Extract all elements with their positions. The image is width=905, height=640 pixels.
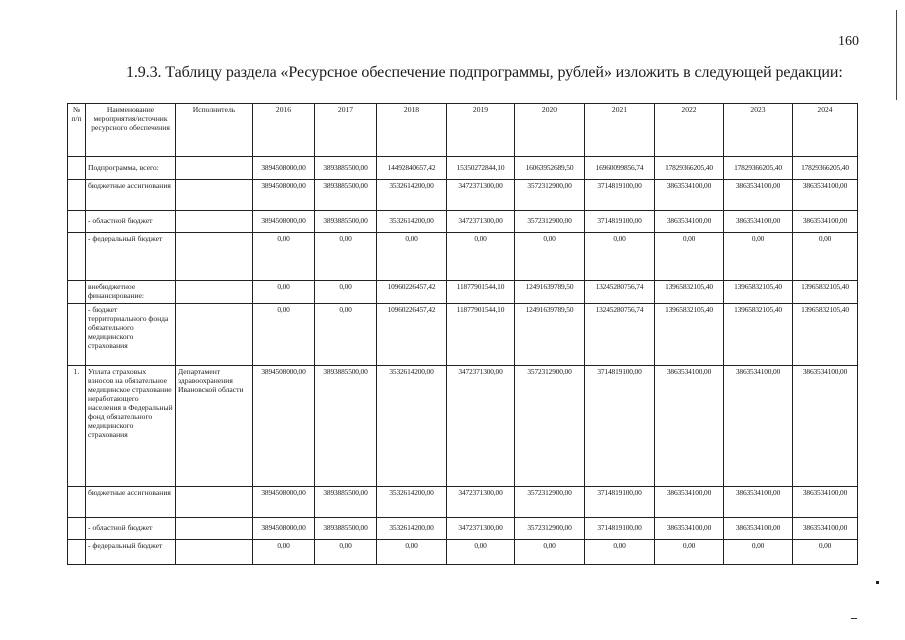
row-name: - федеральный бюджет [86, 233, 176, 281]
cell-value: 3893885500,00 [315, 517, 377, 539]
resource-table [67, 103, 858, 565]
header-year: 2019 [447, 104, 515, 157]
cell-value: 3472371300,00 [447, 211, 515, 233]
cell-value: 0,00 [655, 539, 724, 564]
cell-value: 3863534100,00 [793, 517, 858, 539]
cell-value: 3863534100,00 [655, 180, 724, 211]
cell-value: 3532614200,00 [377, 517, 447, 539]
cell-value: 3532614200,00 [377, 180, 447, 211]
table-header-row [68, 104, 858, 157]
cell-value: 3572312900,00 [515, 486, 585, 517]
cell-value: 3863534100,00 [655, 486, 724, 517]
cell-value: 3572312900,00 [515, 211, 585, 233]
cell-value: 17829366205,40 [724, 157, 793, 180]
table-row [68, 539, 858, 564]
row-name: бюджетные ассигнования [86, 180, 176, 211]
row-executor [176, 303, 253, 365]
cell-value: 13965832105,40 [655, 303, 724, 365]
header-year: 2018 [377, 104, 447, 157]
cell-value: 17829366205,40 [793, 157, 858, 180]
cell-value: 3863534100,00 [655, 517, 724, 539]
row-index [68, 233, 86, 281]
header-executor: Исполнитель [176, 104, 253, 157]
cell-value: 3714819100,00 [585, 486, 655, 517]
cell-value: 11877901544,10 [447, 281, 515, 304]
table-row [68, 486, 858, 517]
cell-value: 3894508000,00 [253, 180, 315, 211]
cell-value: 0,00 [585, 233, 655, 281]
cell-value: 3863534100,00 [655, 211, 724, 233]
row-executor [176, 180, 253, 211]
cell-value: 3532614200,00 [377, 365, 447, 486]
cell-value: 3863534100,00 [793, 486, 858, 517]
cell-value: 3894508000,00 [253, 365, 315, 486]
row-index [68, 281, 86, 304]
cell-value: 13965832105,40 [724, 281, 793, 304]
row-index [68, 539, 86, 564]
cell-value: 0,00 [447, 539, 515, 564]
row-executor [176, 211, 253, 233]
row-executor [176, 157, 253, 180]
table-row [68, 303, 858, 365]
cell-value: 10960226457,42 [377, 281, 447, 304]
row-name: - федеральный бюджет [86, 539, 176, 564]
cell-value: 0,00 [447, 233, 515, 281]
cell-value: 3863534100,00 [724, 180, 793, 211]
header-year: 2023 [724, 104, 793, 157]
cell-value: 3714819100,00 [585, 365, 655, 486]
row-executor: Департамент здравоохранения Ивановской области [176, 365, 253, 486]
cell-value: 0,00 [315, 233, 377, 281]
header-year: 2017 [315, 104, 377, 157]
cell-value: 14492840657,42 [377, 157, 447, 180]
cell-value: 16063952689,50 [515, 157, 585, 180]
cell-value: 0,00 [253, 539, 315, 564]
cell-value: 3894508000,00 [253, 157, 315, 180]
cell-value: 3863534100,00 [793, 180, 858, 211]
cell-value: 0,00 [315, 281, 377, 304]
table-row [68, 180, 858, 211]
cell-value: 0,00 [515, 539, 585, 564]
row-index [68, 486, 86, 517]
row-name: Подпрограмма, всего: [86, 157, 176, 180]
header-year: 2024 [793, 104, 858, 157]
cell-value: 12491639789,50 [515, 303, 585, 365]
cell-value: 0,00 [793, 233, 858, 281]
row-index [68, 180, 86, 211]
row-executor [176, 539, 253, 564]
cell-value: 3894508000,00 [253, 517, 315, 539]
cell-value: 3863534100,00 [724, 211, 793, 233]
cell-value: 3714819100,00 [585, 517, 655, 539]
header-year: 2021 [585, 104, 655, 157]
cell-value: 3572312900,00 [515, 517, 585, 539]
row-name: - областной бюджет [86, 211, 176, 233]
row-index [68, 303, 86, 365]
row-index: 1. [68, 365, 86, 486]
header-year: 2020 [515, 104, 585, 157]
header-year: 2016 [253, 104, 315, 157]
cell-value: 12491639789,50 [515, 281, 585, 304]
table-row [68, 233, 858, 281]
cell-value: 3894508000,00 [253, 486, 315, 517]
cell-value: 3532614200,00 [377, 486, 447, 517]
cell-value: 3472371300,00 [447, 486, 515, 517]
cell-value: 3893885500,00 [315, 365, 377, 486]
cell-value: 3572312900,00 [515, 180, 585, 211]
section-heading: 1.9.3. Таблицу раздела «Ресурсное обеспечение подпрограммы, рублей» изложить в следующей редакции: [126, 64, 843, 81]
header-year: 2022 [655, 104, 724, 157]
row-index [68, 517, 86, 539]
cell-value: 3714819100,00 [585, 211, 655, 233]
table-row [68, 517, 858, 539]
cell-value: 0,00 [253, 233, 315, 281]
cell-value: 3863534100,00 [724, 486, 793, 517]
cell-value: 3472371300,00 [447, 365, 515, 486]
cell-value: 0,00 [377, 539, 447, 564]
scan-edge-mark [896, 10, 897, 100]
cell-value: 3863534100,00 [655, 365, 724, 486]
row-executor [176, 233, 253, 281]
cell-value: 11877901544,10 [447, 303, 515, 365]
table-row [68, 211, 858, 233]
cell-value: 0,00 [377, 233, 447, 281]
cell-value: 13965832105,40 [793, 281, 858, 304]
row-executor [176, 517, 253, 539]
cell-value: 0,00 [724, 539, 793, 564]
cell-value: 3863534100,00 [793, 365, 858, 486]
cell-value: 0,00 [315, 539, 377, 564]
header-index: № п/п [68, 104, 86, 157]
row-executor [176, 486, 253, 517]
scan-speck [876, 581, 879, 584]
cell-value: 13965832105,40 [655, 281, 724, 304]
table-row [68, 365, 858, 486]
cell-value: 16960099856,74 [585, 157, 655, 180]
cell-value: 3893885500,00 [315, 211, 377, 233]
cell-value: 0,00 [253, 281, 315, 304]
row-name: - областной бюджет [86, 517, 176, 539]
cell-value: 3863534100,00 [724, 365, 793, 486]
row-executor [176, 281, 253, 304]
cell-value: 0,00 [253, 303, 315, 365]
row-name: внебюджетное финансирование: [86, 281, 176, 304]
cell-value: 0,00 [585, 539, 655, 564]
cell-value: 0,00 [515, 233, 585, 281]
cell-value: 0,00 [793, 539, 858, 564]
table-row [68, 157, 858, 180]
cell-value: 13965832105,40 [724, 303, 793, 365]
cell-value: 3572312900,00 [515, 365, 585, 486]
cell-value: 3893885500,00 [315, 180, 377, 211]
cell-value: 3532614200,00 [377, 211, 447, 233]
cell-value: 10960226457,42 [377, 303, 447, 365]
table-row [68, 281, 858, 304]
row-name: бюджетные ассигнования [86, 486, 176, 517]
row-name: Уплата страховых взносов на обязательное медицинское страхование неработающего населения в Федеральный фонд обязательного медицинского страхования [86, 365, 176, 486]
cell-value: 13245280756,74 [585, 303, 655, 365]
cell-value: 0,00 [724, 233, 793, 281]
cell-value: 17829366205,40 [655, 157, 724, 180]
cell-value: 3893885500,00 [315, 486, 377, 517]
cell-value: 3894508000,00 [253, 211, 315, 233]
row-index [68, 157, 86, 180]
cell-value: 3863534100,00 [793, 211, 858, 233]
page-number: 160 [838, 34, 859, 49]
cell-value: 3893885500,00 [315, 157, 377, 180]
cell-value: 0,00 [315, 303, 377, 365]
row-index [68, 211, 86, 233]
cell-value: 13965832105,40 [793, 303, 858, 365]
cell-value: 3714819100,00 [585, 180, 655, 211]
cell-value: 3863534100,00 [724, 517, 793, 539]
cell-value: 0,00 [655, 233, 724, 281]
cell-value: 3472371300,00 [447, 180, 515, 211]
scan-speck [851, 618, 857, 619]
cell-value: 13245280756,74 [585, 281, 655, 304]
cell-value: 3472371300,00 [447, 517, 515, 539]
row-name: - бюджет территориального фонда обязательного медицинского страхования [86, 303, 176, 365]
cell-value: 15350272844,10 [447, 157, 515, 180]
header-name: Наименование мероприятия/источник ресурсного обеспечения [86, 104, 176, 157]
